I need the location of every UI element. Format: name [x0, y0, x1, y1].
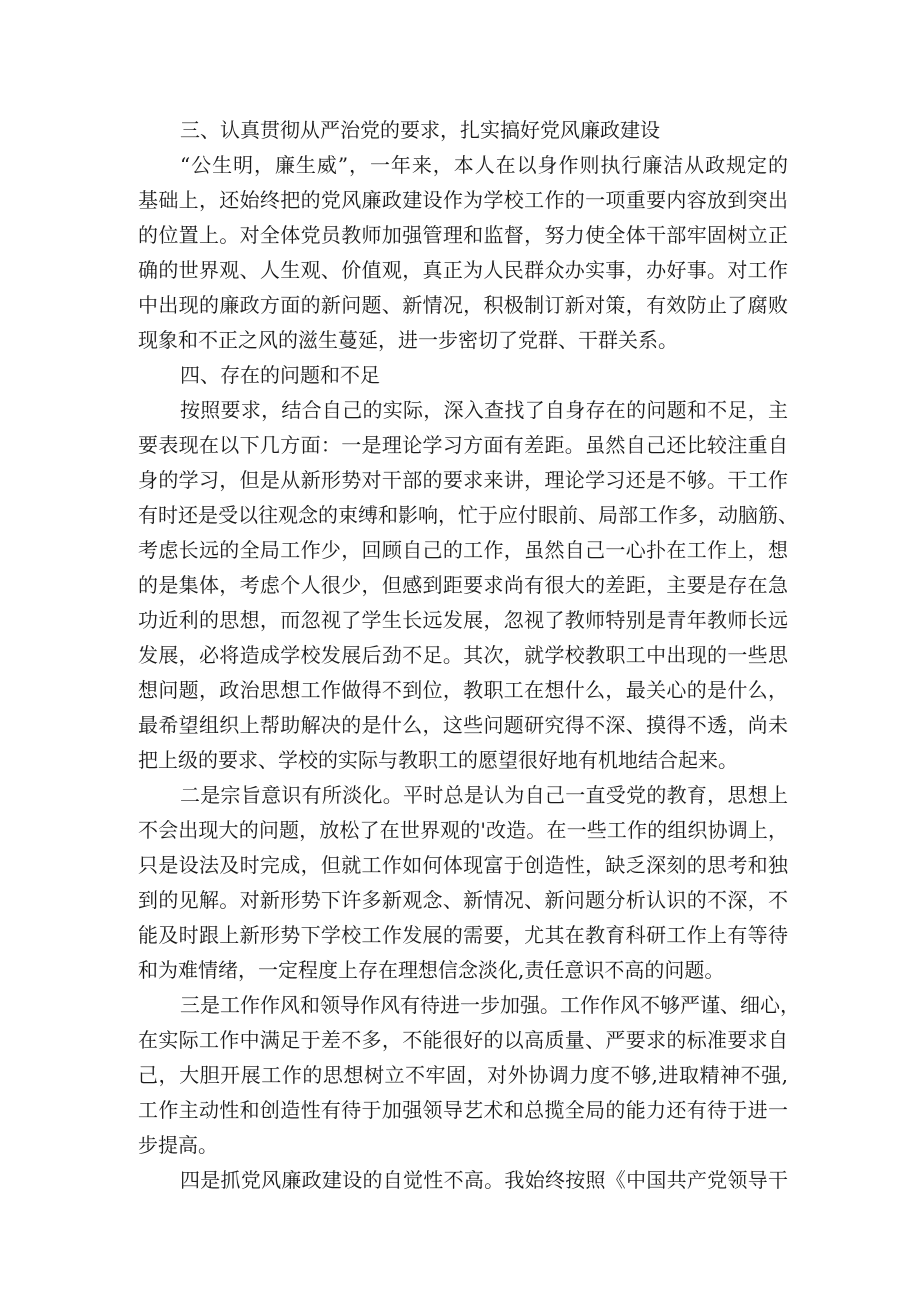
paragraph-line: 能及时跟上新形势下学校工作发展的需要，尤其在教育科研工作上有等待	[138, 923, 788, 947]
paragraph-line: 和为难情绪，一定程度上存在理想信念淡化,责任意识不高的问题。	[138, 958, 725, 982]
paragraph-line: 只是设法及时完成，但就工作如何体现富于创造性，缺乏深刻的思考和独	[138, 853, 788, 877]
paragraph-line: 中出现的廉政方面的新问题、新情况，积极制订新对策，有效防止了腐败	[138, 293, 788, 317]
paragraph-line: 的是集体，考虑个人很少，但感到距要求尚有很大的差距，主要是存在急	[138, 573, 788, 597]
paragraph-line: 三是工作作风和领导作风有待进一步加强。工作作风不够严谨、细心，	[180, 993, 800, 1017]
section-heading-4: 四、存在的问题和不足	[180, 363, 380, 387]
paragraph-line: 不会出现大的问题，放松了在世界观的'改造。在一些工作的组织协调上，	[138, 818, 788, 842]
paragraph-line: 把上级的要求、学校的实际与教职工的愿望很好地有机地结合起来。	[138, 748, 738, 772]
paragraph-line: “公生明，廉生威”，一年来，本人在以身作则执行廉洁从政规定的	[180, 153, 788, 177]
paragraph-line: 工作主动性和创造性有待于加强领导艺术和总揽全局的能力还有待于进一	[138, 1098, 788, 1122]
paragraph-line: 基础上，还始终把的党风廉政建设作为学校工作的一项重要内容放到突出	[138, 188, 788, 212]
paragraph-line: 现象和不正之风的滋生蔓延，进一步密切了党群、干群关系。	[138, 328, 678, 352]
paragraph-line: 身的学习，但是从新形势对干部的要求来讲，理论学习还是不够。干工作	[138, 468, 788, 492]
paragraph-line: 有时还是受以往观念的束缚和影响，忙于应付眼前、局部工作多，动脑筋、	[138, 503, 798, 527]
paragraph-line: 想问题，政治思想工作做得不到位，教职工在想什么，最关心的是什么，	[138, 678, 788, 702]
paragraph-line: 己，大胆开展工作的思想树立不牢固，对外协调力度不够,进取精神不强,	[138, 1063, 788, 1087]
paragraph-line: 四是抓党风廉政建设的自觉性不高。我始终按照《中国共产党领导干	[180, 1168, 788, 1192]
paragraph-line: 要表现在以下几方面：一是理论学习方面有差距。虽然自己还比较注重自	[138, 433, 788, 457]
paragraph-line: 功近利的思想，而忽视了学生长远发展，忽视了教师特别是青年教师长远	[138, 608, 788, 632]
paragraph-line: 发展，必将造成学校发展后劲不足。其次，就学校教职工中出现的一些思	[138, 643, 788, 667]
paragraph-line: 步提高。	[138, 1133, 218, 1157]
paragraph-line: 最希望组织上帮助解决的是什么，这些问题研究得不深、摸得不透，尚未	[138, 713, 788, 737]
paragraph-line: 二是宗旨意识有所淡化。平时总是认为自己一直受党的教育，思想上	[180, 783, 788, 807]
section-heading-3: 三、认真贯彻从严治党的要求，扎实搞好党风廉政建设	[180, 118, 660, 142]
paragraph-line: 在实际工作中满足于差不多，不能很好的以高质量、严要求的标准要求自	[138, 1028, 788, 1052]
paragraph-line: 按照要求，结合自己的实际，深入查找了自身存在的问题和不足，主	[180, 398, 788, 422]
paragraph-line: 的位置上。对全体党员教师加强管理和监督，努力使全体干部牢固树立正	[138, 223, 788, 247]
paragraph-line: 到的见解。对新形势下许多新观念、新情况、新问题分析认识的不深，不	[138, 888, 788, 912]
paragraph-line: 确的世界观、人生观、价值观，真正为人民群众办实事，办好事。对工作	[138, 258, 788, 282]
paragraph-line: 考虑长远的全局工作少，回顾自己的工作，虽然自己一心扑在工作上，想	[138, 538, 788, 562]
